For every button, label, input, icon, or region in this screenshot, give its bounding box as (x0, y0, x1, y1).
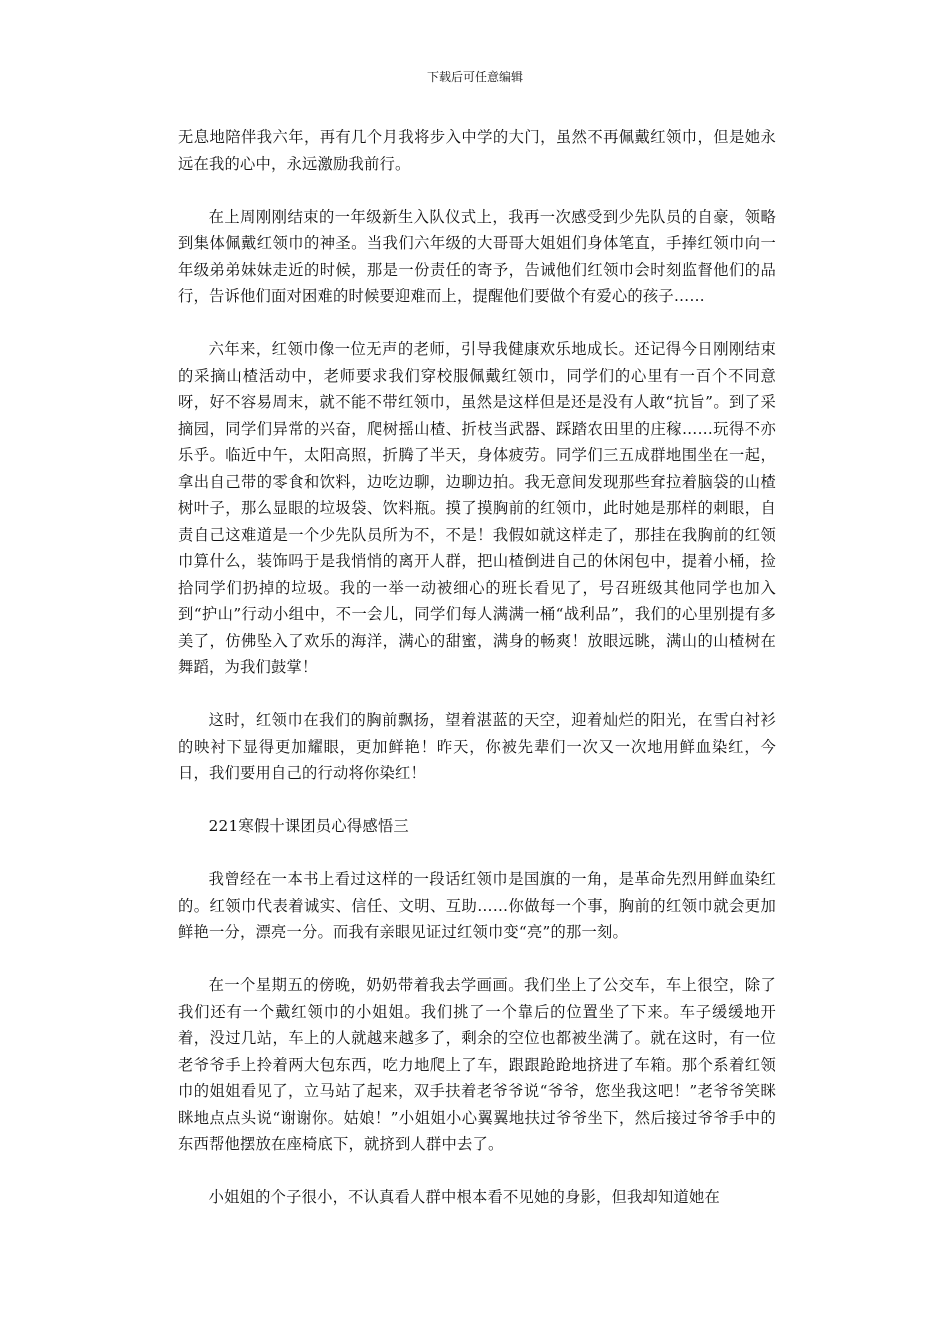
paragraph-continuation: 无息地陪伴我六年，再有几个月我将步入中学的大门，虽然不再佩戴红领巾，但是她永远在我的心中，永远激励我前行。 (178, 128, 776, 173)
page-header-note: 下载后可任意编辑 (426, 70, 523, 84)
paragraph: 这时，红领巾在我们的胸前飘扬，望着湛蓝的天空，迎着灿烂的阳光，在雪白衬衫的映衬下显得更加耀眼，更加鲜艳！昨天，你被先辈们一次又一次地用鲜血染红，今日，我们要用自己的行动将你染红！ (178, 711, 776, 782)
section-heading: 221寒假十课团员心得感悟三 (208, 817, 409, 835)
paragraph: 我曾经在一本书上看过这样的一段话红领巾是国旗的一角，是革命先烈用鲜血染红的。红领巾代表着诚实、信任、文明、互助……你做每一个事，胸前的红领巾就会更加鲜艳一分，漂亮一分。而我有亲眼见证过红领巾变“亮”的那一刻。 (178, 870, 776, 941)
paragraph: 在上周刚刚结束的一年级新生入队仪式上，我再一次感受到少先队员的自豪，领略到集体佩戴红领巾的神圣。当我们六年级的大哥哥大姐姐们身体笔直，手捧红领巾向一年级弟弟妹妹走近的时候，那是一份责任的寄予，告诫他们红领巾会时刻监督他们的品行，告诉他们面对困难的时候要迎难而上，提醒他们要做个有爱心的孩子…… (178, 207, 776, 305)
paragraph: 在一个星期五的傍晚，奶奶带着我去学画画。我们坐上了公交车，车上很空，除了我们还有一个戴红领巾的小姐姐。我们挑了一个靠后的位置坐了下来。车子缓缓地开着，没过几站，车上的人就越来越多了，剩余的空位也都被坐满了。就在这时，有一位老爷爷手上拎着两大包东西，吃力地爬上了车，跟跟跄跄地挤进了车箱。那个系着红领巾的姐姐看见了，立马站了起来，双手扶着老爷爷说“爷爷，您坐我这吧！”老爷爷笑眯眯地点点头说“谢谢你。姑娘！”小姐姐小心翼翼地扶过爷爷坐下，然后接过爷爷手中的东西帮他摆放在座椅底下，就挤到人群中去了。 (178, 976, 776, 1153)
paragraph: 小姐姐的个子很小，不认真看人群中根本看不见她的身影，但我却知道她在 (208, 1188, 720, 1206)
paragraph: 六年来，红领巾像一位无声的老师，引导我健康欢乐地成长。还记得今日刚刚结束的采摘山楂活动中，老师要求我们穿校服佩戴红领巾，同学们的心里有一百个不同意呀，好不容易周末，就不能不带红领巾，虽然是这样但是还是没有人敢“抗旨”。到了采摘园，同学们异常的兴奋，爬树摇山楂、折枝当武器、踩踏农田里的庄稼……玩得不亦乐乎。临近中午，太阳高照，折腾了半天，身体疲劳。同学们三五成群地围坐在一起，拿出自己带的零食和饮料，边吃边聊，边聊边拍。我无意间发现那些耷拉着脑袋的山楂树叶子，那么显眼的垃圾袋、饮料瓶。摸了摸胸前的红领巾，此时她是那样的刺眼，自责自己这难道是一个少先队员所为不，不是！我假如就这样走了，那挂在我胸前的红领巾算什么，装饰吗于是我悄悄的离开人群，把山楂倒进自己的休闲包中，提着小桶，捡拾同学们扔掉的垃圾。我的一举一动被细心的班长看见了，号召班级其他同学也加入到“护山”行动小组中，不一会儿，同学们每人满满一桶“战利品”，我们的心里别提有多美了，仿佛坠入了欢乐的海洋，满心的甜蜜，满身的畅爽！放眼远眺，满山的山楂树在舞蹈，为我们鼓掌！ (178, 340, 776, 676)
article-body (178, 124, 776, 1237)
